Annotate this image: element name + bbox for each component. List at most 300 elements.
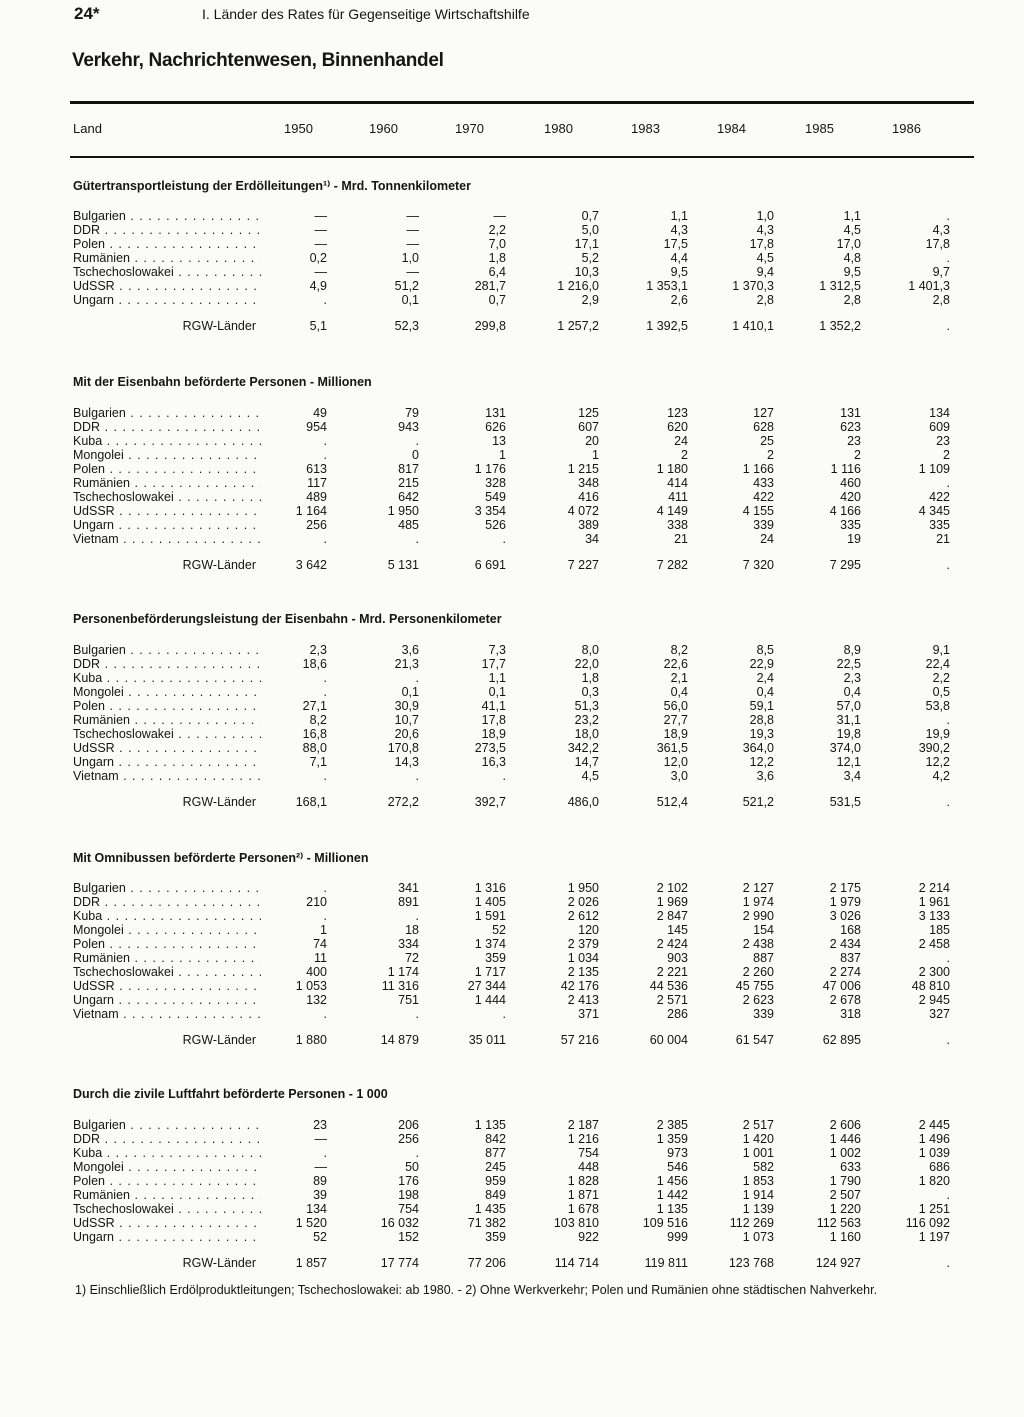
row-label [73,727,261,741]
table-cell: 53,8 [925,699,950,713]
table-cell: 57,0 [836,699,861,713]
table-cell: . [415,1146,419,1160]
table-cell: 339 [753,1007,774,1021]
table-cell: 18,9 [481,727,506,741]
table-row [0,209,1024,223]
table-cell: 22,4 [925,657,950,671]
table-cell: 45 755 [735,979,774,993]
table-cell: 754 [398,1202,419,1216]
page-number: 24* [74,4,100,23]
country-name: Polen [73,1174,105,1188]
table-cell: — [314,223,327,237]
table-cell: 8,0 [581,643,599,657]
table-cell: 12,0 [663,755,688,769]
table-cell: 2 612 [567,909,599,923]
table-cell: 0,4 [756,685,774,699]
table-cell: 1 073 [742,1230,774,1244]
table-cell: 1 312,5 [819,279,861,293]
table-cell: . [502,1007,506,1021]
table-cell: 4,3 [932,223,950,237]
table-row [0,951,1024,965]
table-cell: 168 [840,923,861,937]
row-label [73,490,261,504]
table-row [0,1216,1024,1230]
table-cell: 1,1 [843,209,861,223]
country-name: Kuba [73,909,103,923]
table-cell: 210 [306,895,327,909]
table-cell: 1 914 [742,1188,774,1202]
table-cell: 973 [667,1146,688,1160]
table-cell: 4,3 [670,223,688,237]
table-cell: 215 [398,476,419,490]
total-cell: 6 691 [474,558,506,572]
table-cell: 4 166 [829,504,861,518]
country-name: Bulgarien [73,406,126,420]
table-cell: 754 [578,1146,599,1160]
row-label [73,713,261,727]
table-cell: 626 [485,420,506,434]
row-label [73,657,261,671]
table-cell: 1,8 [488,251,506,265]
table-cell: 1 220 [829,1202,861,1216]
table-cell: 2 847 [656,909,688,923]
table-cell: 9,5 [670,265,688,279]
table-cell: 2 678 [829,993,861,1007]
table-row [0,741,1024,755]
table-cell: 8,2 [670,643,688,657]
total-cell: 512,4 [656,795,688,809]
table-cell: 849 [485,1188,506,1202]
country-name: UdSSR [73,1216,115,1230]
table-cell: 3,6 [401,643,419,657]
table-cell: — [314,1132,327,1146]
table-cell: 1 174 [387,965,419,979]
country-name: Tschechoslowakei [73,1202,174,1216]
table-cell: 1 053 [295,979,327,993]
table-cell: 27,1 [302,699,327,713]
column-header: 1983 [631,121,660,136]
table-cell: 613 [306,462,327,476]
table-row [0,1230,1024,1244]
table-row [0,923,1024,937]
table-cell: 9,5 [843,265,861,279]
country-name: Mongolei [73,685,124,699]
table-row [0,406,1024,420]
row-label [73,476,261,490]
table-row [0,490,1024,504]
row-label [73,699,261,713]
table-cell: 1 435 [474,1202,506,1216]
table-cell: 1 974 [742,895,774,909]
country-name: Ungarn [73,993,114,1007]
row-label [73,1174,261,1188]
table-cell: 4 072 [567,504,599,518]
country-name: Tschechoslowakei [73,965,174,979]
table-cell: 24 [674,434,688,448]
row-label [73,1146,261,1160]
table-cell: 5,2 [581,251,599,265]
table-cell: 127 [753,406,774,420]
table-cell: 582 [753,1160,774,1174]
table-cell: 2 379 [567,937,599,951]
table-row [0,671,1024,685]
table-cell: 39 [313,1188,327,1202]
row-label [73,685,261,699]
table-cell: . [946,476,950,490]
table-cell: 89 [313,1174,327,1188]
table-cell: 607 [578,420,599,434]
table-cell: 891 [398,895,419,909]
table-cell: 109 516 [642,1216,688,1230]
table-cell: 116 092 [905,1216,950,1230]
table-cell: 18 [405,923,419,937]
table-cell: 4,5 [843,223,861,237]
table-cell: 1 405 [474,895,506,909]
table-cell: . [323,881,327,895]
table-cell: 1 401,3 [908,279,950,293]
table-cell: 411 [668,490,688,504]
total-cell: 531,5 [829,795,861,809]
table-cell: 1 216,0 [557,279,599,293]
row-label [73,741,261,755]
table-cell: 374,0 [829,741,861,755]
table-cell: . [946,209,950,223]
table-cell: 489 [306,490,327,504]
table-cell: — [406,265,419,279]
table-cell: 959 [485,1174,506,1188]
table-cell: 52 [492,923,506,937]
row-label [73,293,261,307]
table-cell: 1,8 [581,671,599,685]
table-cell: 389 [578,518,599,532]
table-cell: 2 135 [567,965,599,979]
row-label [73,265,261,279]
table-cell: . [415,769,419,783]
table-cell: 414 [667,476,688,490]
table-cell: 22,9 [749,657,774,671]
row-label [73,1230,261,1244]
total-cell: 7 295 [829,558,861,572]
table-cell: 19 [847,532,861,546]
total-cell: 61 547 [735,1033,774,1047]
total-label: RGW-Länder [182,795,256,809]
table-cell: 23,2 [574,713,599,727]
table-cell: 364,0 [742,741,774,755]
table-cell: . [502,769,506,783]
row-label [73,937,261,951]
table-cell: 17,1 [574,237,599,251]
table-cell: 633 [840,1160,861,1174]
country-name: Polen [73,237,105,251]
table-row [0,279,1024,293]
column-header: 1950 [284,121,313,136]
table-cell: . [415,1007,419,1021]
table-cell: 10,7 [394,713,419,727]
table-cell: 2 445 [918,1118,950,1132]
total-row [0,558,1024,573]
table-cell: 549 [485,490,506,504]
country-name: UdSSR [73,504,115,518]
table-cell: 4,9 [309,279,327,293]
table-cell: 609 [929,420,950,434]
table-cell: 2 221 [656,965,688,979]
table-row [0,727,1024,741]
table-cell: 8,2 [309,713,327,727]
table-cell: 11 316 [381,979,419,993]
total-label: RGW-Länder [182,319,256,333]
table-cell: 3 026 [829,909,861,923]
column-header: 1985 [805,121,834,136]
table-cell: 0 [412,448,419,462]
page-header [74,4,530,24]
table-cell: 20 [585,434,599,448]
table-cell: 145 [667,923,688,937]
table-cell: 448 [578,1160,599,1174]
table-cell: 999 [667,1230,688,1244]
table-row [0,448,1024,462]
table-cell: 1 717 [474,965,506,979]
table-cell: 4,2 [932,769,950,783]
row-label [73,1160,261,1174]
table-cell: 34 [585,532,599,546]
table-cell: 18,0 [574,727,599,741]
table-cell: 0,3 [581,685,599,699]
table-cell: 1 034 [567,951,599,965]
table-cell: — [406,223,419,237]
row-label [73,965,261,979]
table-cell: 14,7 [574,755,599,769]
row-label [73,251,261,265]
table-cell: 371 [578,1007,599,1021]
total-cell: 124 927 [815,1256,861,1270]
table-cell: 751 [398,993,419,1007]
table-cell: 2,8 [843,293,861,307]
table-row [0,895,1024,909]
table-cell: 903 [667,951,688,965]
table-row [0,532,1024,546]
table-cell: 5,0 [581,223,599,237]
table-cell: 0,7 [488,293,506,307]
table-cell: 837 [840,951,861,965]
table-cell: 12,2 [925,755,950,769]
row-label [73,237,261,251]
table-cell: 1 [499,448,506,462]
table-cell: 152 [398,1230,419,1244]
table-cell: 877 [485,1146,506,1160]
column-header: 1960 [369,121,398,136]
table-row [0,1007,1024,1021]
table-cell: . [323,685,327,699]
table-cell: 7,1 [309,755,327,769]
country-name: Polen [73,699,105,713]
total-cell: 62 895 [822,1033,861,1047]
table-cell: . [323,448,327,462]
table-cell: 1 164 [295,504,327,518]
row-label [73,895,261,909]
row-label [73,1216,261,1230]
table-cell: 328 [485,476,506,490]
table-cell: 2,3 [843,671,861,685]
row-label [73,223,261,237]
table-row [0,265,1024,279]
table-cell: 1 [592,448,599,462]
country-name: Bulgarien [73,209,126,223]
table-cell: . [415,532,419,546]
table-cell: 2 102 [656,881,688,895]
country-name: Ungarn [73,755,114,769]
table-cell: 8,9 [843,643,861,657]
table-cell: 1 678 [567,1202,599,1216]
table-cell: 132 [306,993,327,1007]
table-cell: 943 [398,420,419,434]
table-cell: 1 790 [829,1174,861,1188]
table-cell: . [946,251,950,265]
table-row [0,1118,1024,1132]
table-cell: 2 175 [829,881,861,895]
table-cell: 526 [485,518,506,532]
table-cell: 12,2 [749,755,774,769]
table-cell: — [314,1160,327,1174]
table-cell: — [314,209,327,223]
table-cell: 256 [306,518,327,532]
total-cell: . [946,319,950,333]
table-cell: 1 [320,923,327,937]
table-cell: . [946,713,950,727]
table-cell: 0,4 [670,685,688,699]
table-cell: 51,3 [574,699,599,713]
country-name: Tschechoslowakei [73,490,174,504]
table-cell: — [314,265,327,279]
table-cell: 41,1 [481,699,506,713]
country-name: Rumänien [73,476,130,490]
table-cell: 1 496 [918,1132,950,1146]
table-cell: 1 001 [742,1146,774,1160]
country-name: DDR [73,420,101,434]
table-cell: 27,7 [663,713,688,727]
table-cell: 620 [667,420,688,434]
table-row [0,223,1024,237]
table-cell: . [415,909,419,923]
table-cell: 2 127 [742,881,774,895]
country-name: Kuba [73,434,103,448]
table-cell: 0,2 [309,251,327,265]
country-name: Rumänien [73,713,130,727]
table-cell: . [502,532,506,546]
table-cell: 4 149 [656,504,688,518]
table-cell: 2 424 [656,937,688,951]
table-cell: 335 [929,518,950,532]
table-row [0,1160,1024,1174]
table-cell: 123 [667,406,688,420]
row-label [73,448,261,462]
table-cell: 49 [313,406,327,420]
table-row [0,965,1024,979]
table-cell: 1 251 [918,1202,950,1216]
table-row [0,643,1024,657]
table-cell: 2,2 [932,671,950,685]
table-cell: 1 950 [387,504,419,518]
total-cell: 1 410,1 [732,319,774,333]
country-name: Kuba [73,671,103,685]
table-cell: 72 [405,951,419,965]
table-row [0,713,1024,727]
total-cell: 521,2 [742,795,774,809]
table-row [0,993,1024,1007]
table-cell: 125 [578,406,599,420]
table-cell: 4,3 [756,223,774,237]
table-cell: 359 [485,1230,506,1244]
table-row [0,979,1024,993]
table-cell: 25 [760,434,774,448]
table-cell: 9,4 [756,265,774,279]
section-title: Mit der Eisenbahn beförderte Personen - Millionen [73,375,372,389]
total-cell: 123 768 [728,1256,774,1270]
country-name: UdSSR [73,279,115,293]
row-label [73,406,261,420]
total-cell: 392,7 [474,795,506,809]
country-name: Polen [73,462,105,476]
country-name: DDR [73,223,101,237]
country-name: Rumänien [73,251,130,265]
total-cell: 3 642 [295,558,327,572]
table-row [0,518,1024,532]
country-name: Vietnam [73,769,119,783]
table-row [0,476,1024,490]
total-cell: 60 004 [649,1033,688,1047]
table-cell: 628 [753,420,774,434]
table-cell: 1 446 [829,1132,861,1146]
top-rule [70,101,974,104]
table-cell: 27 344 [467,979,506,993]
table-row [0,237,1024,251]
table-cell: 416 [578,490,599,504]
row-label [73,1132,261,1146]
row-label [73,518,261,532]
table-cell: 1 820 [918,1174,950,1188]
row-label [73,462,261,476]
table-cell: 7,0 [488,237,506,251]
table-cell: 22,5 [836,657,861,671]
table-cell: 21 [936,532,950,546]
table-cell: 131 [485,406,506,420]
table-cell: 954 [306,420,327,434]
table-cell: 2,1 [670,671,688,685]
table-cell: 1 961 [918,895,950,909]
country-name: Vietnam [73,532,119,546]
table-cell: 359 [485,951,506,965]
total-cell: 7 282 [656,558,688,572]
table-cell: 1 109 [918,462,950,476]
row-label [73,420,261,434]
table-cell: 13 [492,434,506,448]
table-row [0,699,1024,713]
table-row [0,685,1024,699]
table-cell: . [323,1146,327,1160]
row-label [73,1188,261,1202]
table-cell: 256 [398,1132,419,1146]
chapter-title: I. Länder des Rates für Gegenseitige Wirtschaftshilfe [202,6,530,22]
row-label [73,755,261,769]
table-cell: 31,1 [836,713,861,727]
table-cell: 922 [578,1230,599,1244]
table-cell: 390,2 [918,741,950,755]
country-name: DDR [73,1132,101,1146]
table-cell: 335 [840,518,861,532]
table-cell: 1 139 [742,1202,774,1216]
table-cell: 422 [753,490,774,504]
table-cell: 134 [306,1202,327,1216]
row-label [73,671,261,685]
